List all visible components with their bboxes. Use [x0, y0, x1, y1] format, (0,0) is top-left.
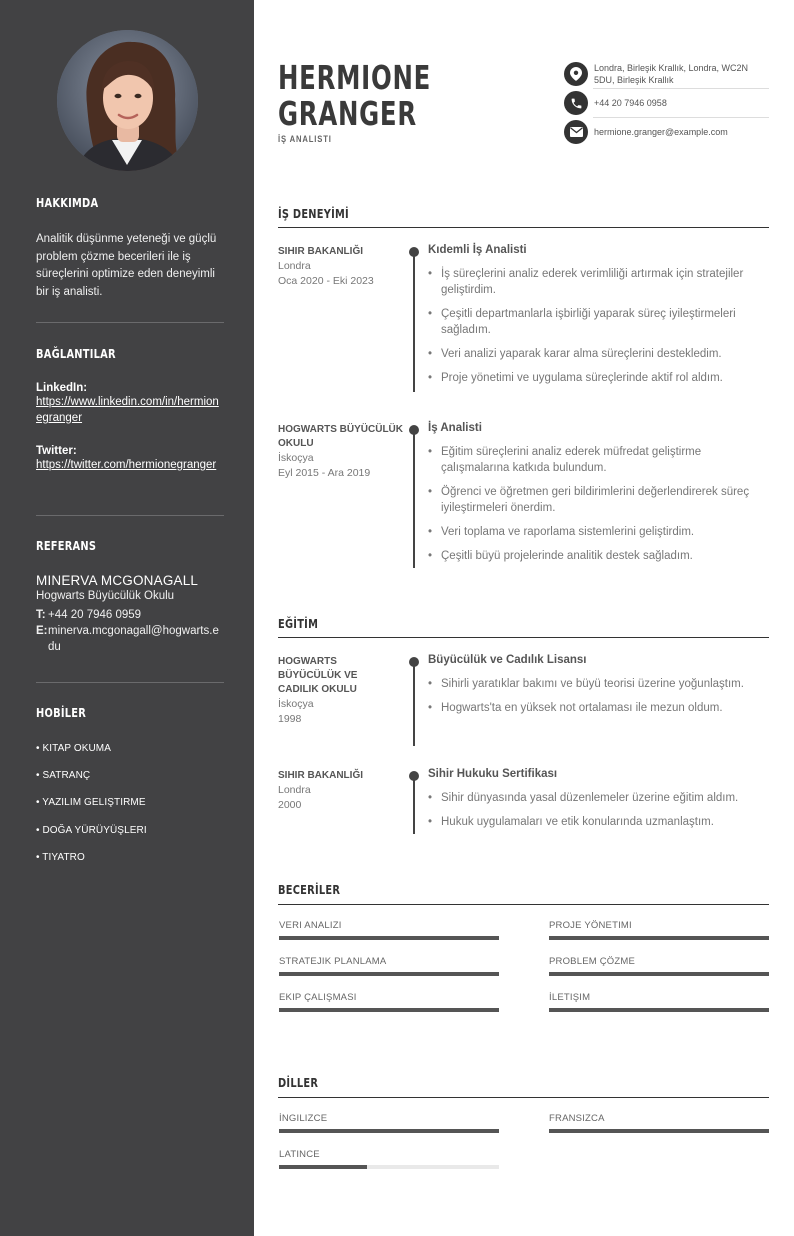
linkedin-link-block — [36, 382, 224, 426]
language-bar-track — [279, 1165, 499, 1169]
reference-phone-label: T: — [36, 609, 46, 621]
contact-email[interactable]: hermione.granger@example.com — [594, 127, 728, 137]
about-text: Analitik düşünme yeteneği ve güçlü problem çözme becerileri ile iş süreçlerini optimize eden deneyimli bir iş analisti. — [36, 233, 217, 298]
education-location: İskoçya — [278, 698, 314, 710]
section-rule — [278, 227, 769, 228]
bullet-item: • İş süreçlerini analiz ederek verimliliği artırmak için stratejiler geliştirdim. — [428, 266, 769, 298]
contact-address-row — [564, 62, 769, 86]
skill-name: PROBLEM ÇÖZME — [549, 956, 635, 967]
language-bar-fill — [279, 1165, 367, 1169]
twitter-url-link[interactable]: https://twitter.com/hermionegranger — [36, 459, 217, 471]
education-bullets — [428, 790, 769, 830]
bullet-item: • Sihirli yaratıklar bakımı ve büyü teorisi üzerine yoğunlaştım. — [428, 676, 769, 692]
language-item — [279, 1113, 499, 1133]
contact-separator — [593, 117, 769, 118]
language-name: İNGILIZCE — [279, 1113, 328, 1124]
bullet-item: • Çeşitli büyü projelerinde analitik destek sağladım. — [428, 548, 769, 564]
languages-title: DİLLER — [278, 1076, 319, 1090]
skill-bar-fill — [549, 1008, 769, 1012]
reference-block — [36, 573, 224, 655]
language-bar-fill — [549, 1129, 769, 1133]
skill-name: EKIP ÇALIŞMASI — [279, 992, 357, 1003]
experience-role: Kıdemli İş Analisti — [428, 244, 527, 256]
experience-entry-details — [428, 422, 769, 572]
reference-org: Hogwarts Büyücülük Okulu — [36, 590, 175, 602]
bullet-item: • Hukuk uygulamaları ve etik konularında uzmanlaştım. — [428, 814, 769, 830]
hobby-item: • KITAP OKUMA — [36, 743, 112, 754]
timeline-line — [413, 252, 415, 392]
skill-bar-fill — [549, 972, 769, 976]
last-name: GRANGER — [278, 94, 417, 133]
contact-phone-row — [564, 91, 769, 115]
hobby-item: • DOĞA YÜRÜYÜŞLERI — [36, 825, 147, 836]
education-bullets — [428, 676, 769, 716]
language-bar-track — [279, 1129, 499, 1133]
about-section — [36, 196, 224, 210]
education-entry-details — [428, 654, 769, 724]
sidebar — [0, 0, 254, 1236]
skill-item — [279, 920, 499, 940]
skill-bar-track — [279, 1008, 499, 1012]
skill-name: İLETIŞIM — [549, 992, 591, 1003]
hobby-item: • TIYATRO — [36, 852, 85, 863]
timeline-dot — [409, 657, 419, 667]
experience-entry-meta — [278, 423, 403, 481]
timeline-line — [413, 430, 415, 568]
reference-name: MINERVA MCGONAGALL — [36, 573, 199, 588]
links-section — [36, 347, 224, 361]
reference-email-line — [36, 623, 224, 655]
skill-item — [279, 956, 499, 976]
contact-separator — [593, 88, 769, 89]
education-org: SIHIR BAKANLIĞI — [278, 770, 363, 781]
contact-phone: +44 20 7946 0958 — [594, 98, 667, 108]
sidebar-divider — [36, 515, 224, 516]
skill-item — [549, 920, 769, 940]
education-org: HOGWARTS BÜYÜCÜLÜK VE CADILIK OKULU — [278, 656, 358, 695]
first-name: HERMIONE — [278, 58, 432, 97]
language-item — [549, 1113, 769, 1133]
bullet-item: • Öğrenci ve öğretmen geri bildirimlerini değerlendirerek süreç iyileştirmeleri önerdim. — [428, 484, 769, 516]
experience-entry-meta — [278, 245, 403, 289]
bullet-item: • Eğitim süreçlerini analiz ederek müfredat geliştirme çalışmalarına katkıda bulundum. — [428, 444, 769, 476]
contact-address: Londra, Birleşik Krallık, Londra, WC2N 5DU, Birleşik Krallık — [594, 63, 749, 85]
sidebar-divider — [36, 682, 224, 683]
skill-bar-track — [549, 936, 769, 940]
bullet-item: • Veri analizi yaparak karar alma süreçlerini destekledim. — [428, 346, 769, 362]
about-title: HAKKIMDA — [36, 196, 99, 210]
references-section — [36, 539, 224, 553]
skill-bar-track — [279, 936, 499, 940]
hobby-item: • SATRANÇ — [36, 770, 91, 781]
skill-bar-fill — [279, 972, 499, 976]
contact-email-row — [564, 120, 769, 144]
education-entry-details — [428, 768, 769, 838]
experience-dates: Eyl 2015 - Ara 2019 — [278, 467, 371, 479]
education-title: EĞİTİM — [278, 617, 319, 631]
timeline-line — [413, 776, 415, 834]
hobbies-title: HOBİLER — [36, 706, 87, 720]
sidebar-divider — [36, 322, 224, 323]
skill-bar-track — [549, 1008, 769, 1012]
experience-dates: Oca 2020 - Eki 2023 — [278, 275, 374, 287]
experience-org: SIHIR BAKANLIĞI — [278, 246, 363, 257]
reference-phone-line — [36, 607, 224, 623]
reference-email-label: E: — [36, 625, 48, 637]
experience-role: İş Analisti — [428, 422, 482, 434]
timeline-dot — [409, 771, 419, 781]
experience-org: HOGWARTS BÜYÜCÜLÜK OKULU — [278, 424, 403, 449]
education-location: Londra — [278, 784, 311, 796]
linkedin-url-link[interactable]: https://www.linkedin.com/in/hermionegranger — [36, 396, 219, 424]
education-entry-meta — [278, 655, 403, 727]
experience-location: Londra — [278, 260, 311, 272]
skill-bar-track — [549, 972, 769, 976]
experience-bullets — [428, 444, 769, 564]
hobbies-section — [36, 706, 224, 720]
timeline-line — [413, 662, 415, 746]
education-dates: 1998 — [278, 713, 302, 725]
bullet-item: • Çeşitli departmanlarla işbirliği yaparak süreç iyileştirmeleri sağladım. — [428, 306, 769, 338]
experience-location: İskoçya — [278, 452, 314, 464]
envelope-icon — [564, 120, 588, 144]
twitter-label: Twitter: — [36, 445, 77, 457]
location-pin-icon — [564, 62, 588, 86]
language-bar-fill — [279, 1129, 499, 1133]
education-degree: Büyücülük ve Cadılık Lisansı — [428, 654, 587, 666]
section-rule — [278, 637, 769, 638]
skill-bar-fill — [279, 1008, 499, 1012]
language-item — [279, 1149, 499, 1169]
skill-item — [279, 992, 499, 1012]
experience-bullets — [428, 266, 769, 386]
education-entry-meta — [278, 769, 403, 813]
language-name: LATINCE — [279, 1149, 320, 1160]
skill-item — [549, 956, 769, 976]
section-rule — [278, 904, 769, 905]
section-rule — [278, 1097, 769, 1098]
phone-icon — [564, 91, 588, 115]
hobby-item: • YAZILIM GELIŞTIRME — [36, 797, 146, 808]
experience-title: İŞ DENEYİMİ — [278, 207, 349, 221]
bullet-item: • Proje yönetimi ve uygulama süreçlerinde aktif rol aldım. — [428, 370, 769, 386]
reference-phone: +44 20 7946 0959 — [48, 609, 142, 621]
skill-bar-track — [279, 972, 499, 976]
bullet-item: • Hogwarts'ta en yüksek not ortalaması ile mezun oldum. — [428, 700, 769, 716]
skill-bar-fill — [549, 936, 769, 940]
twitter-link-block — [36, 445, 224, 473]
job-title: İŞ ANALISTI — [278, 134, 332, 144]
skill-name: PROJE YÖNETIMI — [549, 920, 632, 931]
language-name: FRANSIZCA — [549, 1113, 605, 1124]
skill-item — [549, 992, 769, 1012]
language-bar-track — [549, 1129, 769, 1133]
education-dates: 2000 — [278, 799, 302, 811]
skill-name: STRATEJIK PLANLAMA — [279, 956, 387, 967]
education-degree: Sihir Hukuku Sertifikası — [428, 768, 558, 780]
references-title: REFERANS — [36, 539, 97, 553]
bullet-item: • Sihir dünyasında yasal düzenlemeler üzerine eğitim aldım. — [428, 790, 769, 806]
timeline-dot — [409, 425, 419, 435]
skill-name: VERI ANALIZI — [279, 920, 342, 931]
bullet-item: • Veri toplama ve raporlama sistemlerini geliştirdim. — [428, 524, 769, 540]
portrait-image — [57, 30, 198, 171]
linkedin-label: LinkedIn: — [36, 382, 88, 394]
links-title: BAĞLANTILAR — [36, 347, 116, 361]
timeline-dot — [409, 247, 419, 257]
skills-title: BECERİLER — [278, 883, 341, 897]
reference-email: minerva.mcgonagall@hogwarts.edu — [48, 625, 219, 653]
skill-bar-fill — [279, 936, 499, 940]
experience-entry-details — [428, 244, 769, 394]
profile-photo — [57, 30, 198, 171]
